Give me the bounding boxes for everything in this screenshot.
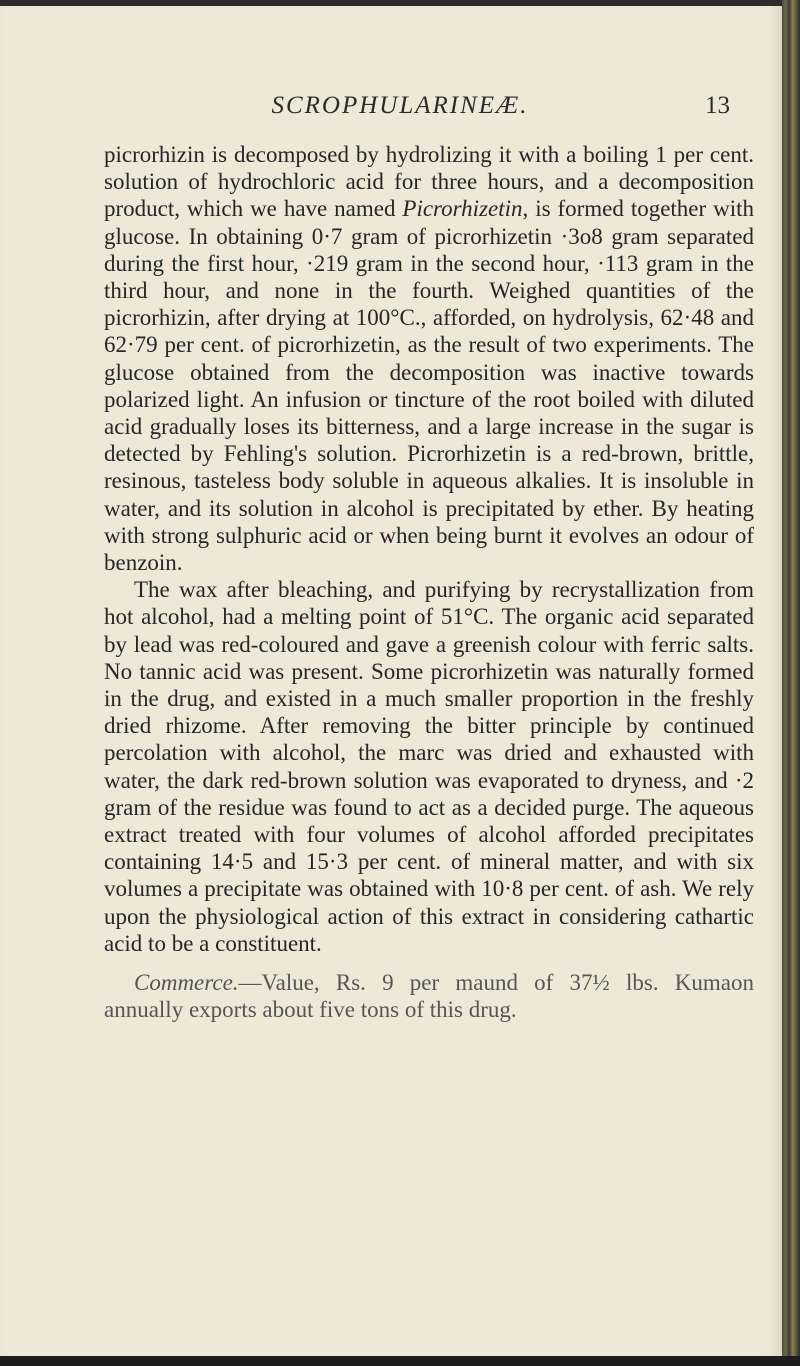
text-segment: picrorhizin is decomposed by hydrolizing it with a boiling 1 per cent. solution of hydrochloric acid for three hours, and a decomposition product, which we have named [104, 142, 754, 222]
text-segment: —Value, Rs. 9 per maund of 37½ lbs. Kumaon annually exports about five tons of this drug. [104, 970, 754, 1023]
text-segment: , is formed together with glucose. In obtaining 0·7 gram of picrorhizetin ·3o8 gram separated during the first hour, ·219 gram in the second hour, ·113 gram in the third hour, and none in the fourth. Weighed quantities of the picrorhizin, after drying at 100°C., afforded, on hydrolysis, 62·48 and 62·79 per cent. of picrorhizetin, as the result of two experiments. The glucose obtained from the decomposition was inactive towards polarized light. An infusion or tincture of the root boiled with diluted acid gradually loses its bitterness, and a large increase in the sugar is detected by Fehling's solution. Picrorhizetin is a red-brown, brittle, resinous, tasteless body soluble in aqueous alkalies. It is insoluble in water, and its solution in alcohol is precipitated by ether. By heating with strong sulphuric acid or when being burnt it evolves an odour of benzoin. [104, 196, 754, 576]
paragraph-wax [104, 576, 754, 957]
paragraph-picrorhizin [104, 141, 754, 576]
scan-top-border [0, 0, 800, 6]
scan-bottom-border [0, 1356, 800, 1366]
page-edge-strip [782, 0, 800, 1366]
section-label: Commerce. [134, 970, 239, 996]
page-number: 13 [705, 92, 730, 119]
paragraph-commerce [104, 969, 754, 1023]
text-segment: The wax after bleaching, and purifying by recrystallization from hot alcohol, had a melting point of 51°C. The organic acid separated by lead was red-coloured and gave a greenish colour with ferric salts. No tannic acid was present. Some picrorhizetin was naturally formed in the drug, and existed in a much smaller proportion in the freshly dried rhizome. After removing the bitter principle by continued percolation with alcohol, the marc was dried and exhausted with water, the dark red-brown solution was evaporated to dryness, and ·2 gram of the residue was found to act as a decided purge. The aqueous extract treated with four volumes of alcohol afforded precipitates containing 14·5 and 15·3 per cent. of mineral matter, and with six volumes a precipitate was obtained with 10·8 per cent. of ash. We rely upon the physiological action of this extract in considering cathartic acid to be a constituent. [104, 577, 754, 956]
italic-term: Picrorhizetin [402, 196, 523, 222]
running-head [0, 92, 782, 128]
body-text [104, 141, 754, 1024]
running-title: SCROPHULARINEÆ. [271, 92, 529, 119]
